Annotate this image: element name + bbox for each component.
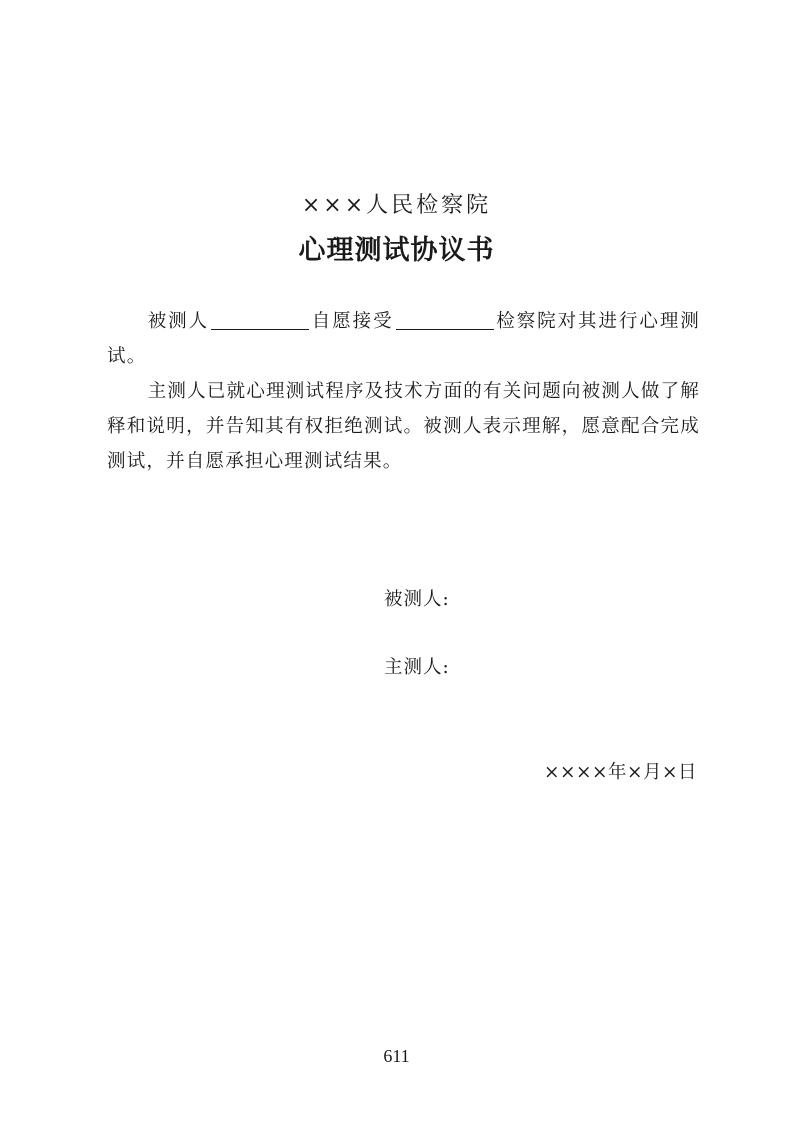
document-title: 心理测试协议书 — [298, 235, 495, 266]
signing-date: ××××年×月×日 — [543, 762, 697, 783]
subject-prefix: 被测人 — [147, 311, 210, 332]
voluntary-accept-text: 自愿接受 — [311, 311, 394, 332]
agreement-body — [107, 304, 700, 479]
agreement-paragraph-1 — [107, 304, 700, 374]
organization-name: ×××人民检察院 — [301, 193, 492, 218]
procuratorate-suffix: 检察院对其进行心理测试。 — [107, 311, 700, 367]
procuratorate-name-blank — [396, 307, 494, 330]
examiner-signature-label: 主测人: — [384, 657, 450, 678]
subject-name-blank — [211, 307, 309, 330]
subject-signature-label: 被测人: — [384, 589, 450, 610]
agreement-paragraph-2: 主测人已就心理测试程序及技术方面的有关问题向被测人做了解释和说明，并告知其有权拒绝测试。被测人表示理解，愿意配合完成测试，并自愿承担心理测试结果。 — [107, 381, 700, 472]
page-number: 611 — [383, 1046, 410, 1066]
